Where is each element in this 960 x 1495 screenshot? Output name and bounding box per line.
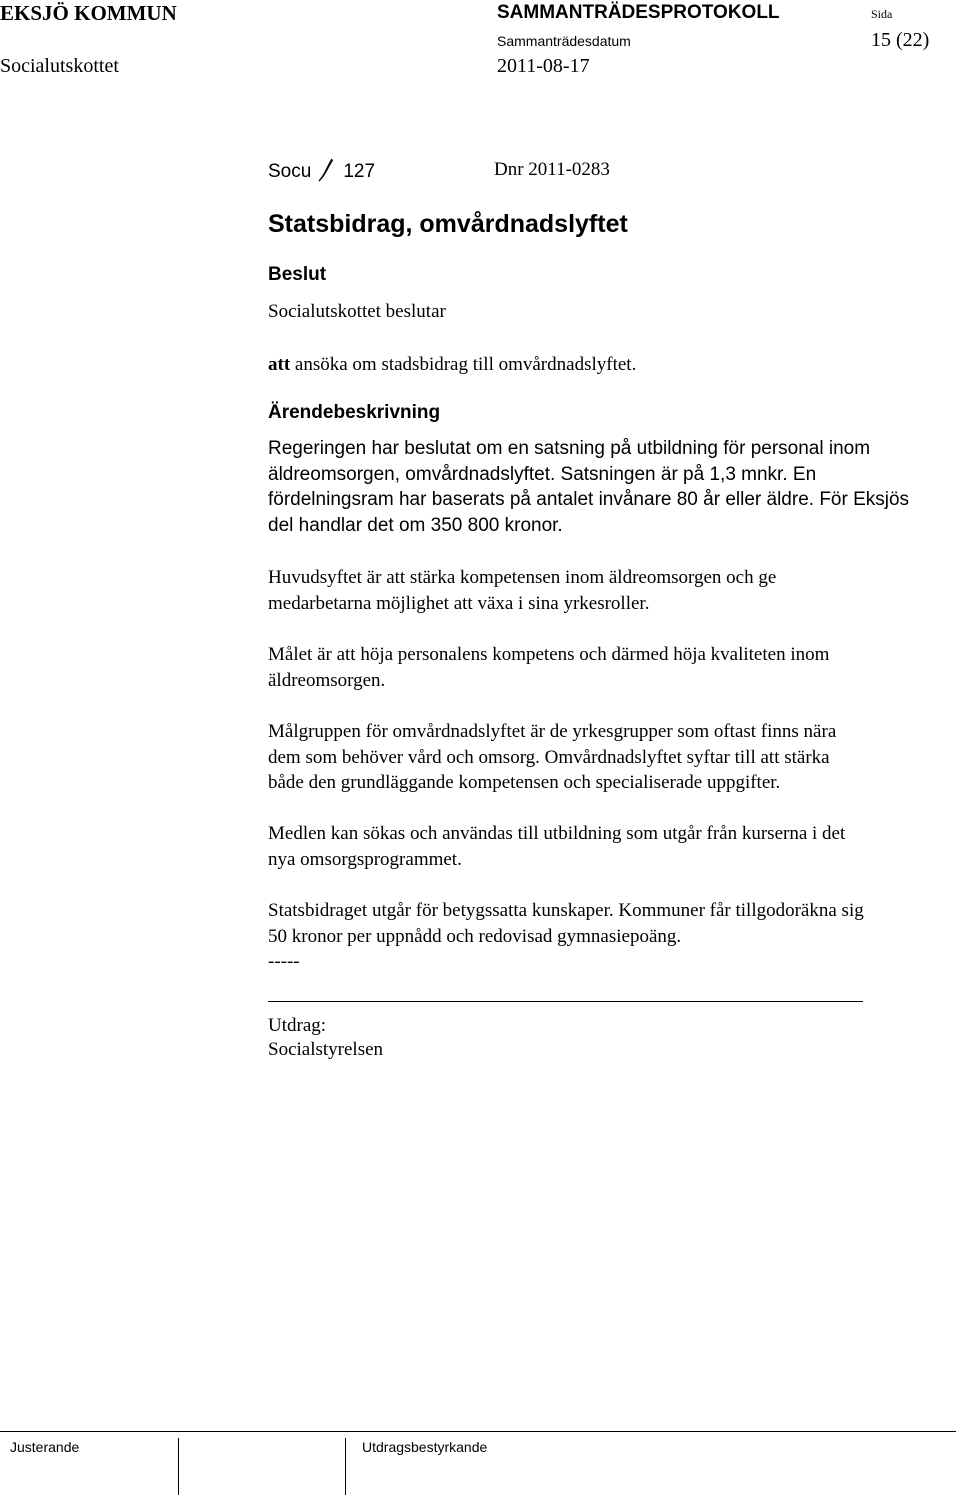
meeting-date: 2011-08-17: [497, 55, 590, 77]
organization-name: EKSJÖ KOMMUN: [0, 1, 177, 25]
paragraph-line: medarbetarna möjlighet att växa i sina yrkesroller.: [268, 592, 650, 614]
signer-label: Justerande: [10, 1439, 80, 1455]
document-type: SAMMANTRÄDESPROTOKOLL: [497, 2, 780, 23]
paragraph-line: Statsbidraget utgår för betygssatta kunskaper. Kommuner får tillgodoräkna sig: [268, 900, 864, 921]
decision-intro: Socialutskottet beslutar: [268, 301, 446, 322]
section-reference: [268, 157, 375, 185]
separator-dashes: -----: [268, 951, 300, 972]
section-ref-number: 127: [343, 161, 376, 182]
description-paragraph: [268, 898, 958, 949]
decision-statement: [268, 353, 636, 377]
decision-heading: Beslut: [268, 264, 327, 285]
paragraph-line: nya omsorgsprogrammet.: [268, 848, 462, 870]
decision-text: ansöka om stadsbidrag till omvårdnadslyftet.: [290, 354, 637, 375]
meeting-date-label: Sammanträdesdatum: [497, 33, 631, 49]
section-title: Statsbidrag, omvårdnadslyftet: [268, 210, 628, 238]
paragraph-line: dem som behöver vård och omsorg. Omvårdnadslyftet syftar till att stärka: [268, 746, 830, 768]
paragraph-line: Huvudsyftet är att stärka kompetensen inom äldreomsorgen och ge: [268, 567, 777, 588]
description-paragraph: [268, 642, 958, 693]
description-paragraph: [268, 719, 958, 796]
paragraph-line: Medlen kan sökas och användas till utbildning som utgår från kurserna i det: [268, 823, 846, 844]
paragraph-line: Regeringen har beslutat om en satsning på utbildning för personal inom: [268, 438, 871, 459]
signature-box-divider: [345, 1438, 346, 1495]
description-heading: Ärendebeskrivning: [268, 402, 441, 423]
paragraph-line: både den grundläggande kompetensen och specialiserade uppgifter.: [268, 772, 781, 794]
paragraph-line: Målet är att höja personalens kompetens och därmed höja kvaliteten inom: [268, 644, 830, 665]
description-paragraph: [268, 565, 958, 616]
page-label: Sida: [871, 7, 893, 21]
certifier-label: Utdragsbestyrkande: [362, 1439, 488, 1455]
description-paragraph: [268, 436, 958, 539]
paragraph-line: äldreomsorgen, omvårdnadslyftet. Satsningen är på 1,3 mnkr. En: [268, 463, 817, 485]
page-number: 15 (22): [871, 29, 930, 51]
paragraph-line: del handlar det om 350 800 kronor.: [268, 515, 563, 537]
paragraph-line: Målgruppen för omvårdnadslyftet är de yrkesgrupper som oftast finns nära: [268, 721, 837, 742]
footer-divider: [0, 1431, 956, 1432]
extract-label: Utdrag:: [268, 1015, 327, 1036]
department-name: Socialutskottet: [0, 55, 119, 77]
decision-keyword: att: [268, 354, 291, 375]
description-paragraph: [268, 821, 958, 872]
section-sign-icon: [315, 157, 337, 183]
paragraph-line: äldreomsorgen.: [268, 669, 386, 691]
diary-number: Dnr 2011-0283: [494, 159, 610, 180]
paragraph-line: 50 kronor per uppnådd och redovisad gymnasiepoäng.: [268, 925, 682, 947]
signature-box-divider: [178, 1438, 179, 1495]
paragraph-line: fördelningsram har baserats på antalet invånare 80 år eller äldre. För Eksjös: [268, 489, 910, 511]
divider: [268, 1001, 863, 1002]
extract-recipient: Socialstyrelsen: [268, 1039, 384, 1060]
section-ref-prefix: Socu: [268, 161, 312, 182]
